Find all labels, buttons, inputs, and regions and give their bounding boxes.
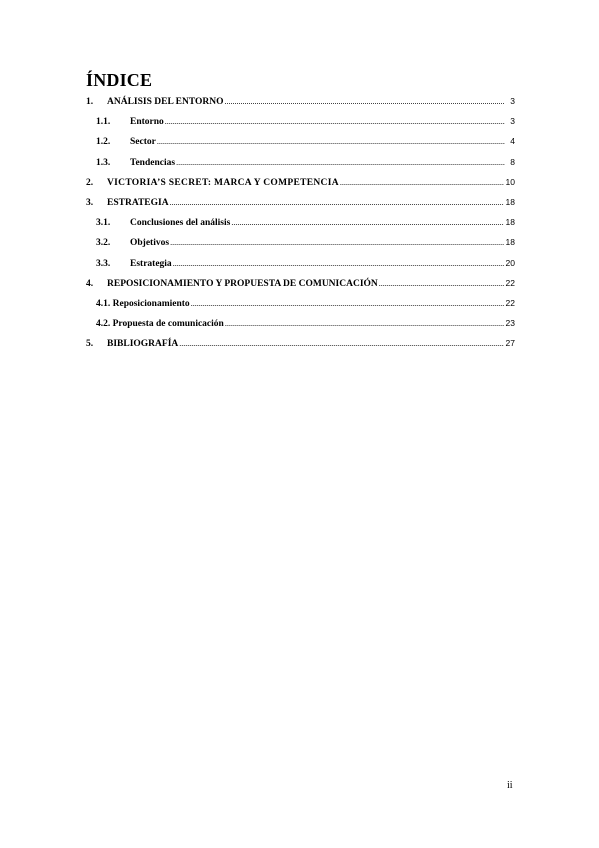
- toc-entry-page: 3: [510, 96, 515, 106]
- toc-entry-page: 10: [505, 177, 515, 187]
- toc-dot-leader: [225, 319, 504, 328]
- toc-dot-leader: [179, 339, 503, 348]
- toc-entry-label: Estrategia: [130, 259, 172, 269]
- toc-entry-1[interactable]: [86, 96, 515, 110]
- toc-entry-3-2[interactable]: [86, 237, 515, 251]
- toc-entry-3[interactable]: [86, 197, 515, 211]
- toc-entry-page: 18: [505, 237, 515, 247]
- toc-entry-label: Objetivos: [130, 238, 170, 248]
- toc-entry-3-3[interactable]: [86, 258, 515, 272]
- toc-entry-page: 22: [505, 298, 515, 308]
- toc-entry-3-1[interactable]: [86, 217, 515, 231]
- toc-entry-label: Tendencias: [130, 158, 176, 168]
- toc-entry-number: 1.1.: [96, 117, 111, 127]
- toc-entry-1-2[interactable]: [86, 136, 515, 150]
- toc-entry-4-2[interactable]: [86, 318, 515, 332]
- toc-entry-number: 5.: [86, 339, 94, 349]
- page-title: ÍNDICE: [86, 70, 153, 90]
- toc-dot-leader: [173, 259, 504, 268]
- toc-entry-label: 4.1. Reposicionamiento: [96, 299, 190, 309]
- toc-entry-2[interactable]: [86, 177, 515, 191]
- toc-dot-leader: [231, 218, 503, 227]
- toc-entry-number: 3.2.: [96, 238, 111, 248]
- toc-entry-page: 8: [510, 157, 515, 167]
- toc-entry-1-3[interactable]: [86, 157, 515, 171]
- toc-entry-label: REPOSICIONAMIENTO Y PROPUESTA DE COMUNICACIÓN: [107, 279, 378, 289]
- toc-entry-page: 22: [505, 278, 515, 288]
- toc-entry-label: Conclusiones del análisis: [130, 218, 231, 228]
- toc-entry-number: 3.3.: [96, 259, 111, 269]
- toc-entry-number: 1.3.: [96, 158, 111, 168]
- toc-entry-page: 23: [505, 318, 515, 328]
- toc-entry-label: ANÁLISIS DEL ENTORNO: [107, 97, 224, 107]
- toc-dot-leader: [191, 299, 504, 308]
- toc-entry-number: 1.: [86, 97, 94, 107]
- toc-entry-page: 3: [510, 116, 515, 126]
- toc-dot-leader: [340, 178, 504, 187]
- toc-entry-number: 3.1.: [96, 218, 111, 228]
- toc-dot-leader: [176, 158, 505, 167]
- toc-entry-5[interactable]: [86, 338, 515, 352]
- toc-entry-1-1[interactable]: [86, 116, 515, 130]
- toc-dot-leader: [157, 137, 505, 146]
- toc-entry-page: 20: [505, 258, 515, 268]
- toc-entry-label: VICTORIA’S SECRET: MARCA Y COMPETENCIA: [107, 178, 339, 188]
- toc-entry-page: 4: [510, 136, 515, 146]
- toc-dot-leader: [225, 97, 505, 106]
- toc-entry-page: 27: [505, 338, 515, 348]
- toc-dot-leader: [170, 198, 504, 207]
- toc-dot-leader: [170, 238, 503, 247]
- toc-entry-label: Sector: [130, 137, 156, 147]
- toc-entry-4[interactable]: [86, 278, 515, 292]
- toc-dot-leader: [165, 117, 505, 126]
- toc-entry-number: 1.2.: [96, 137, 111, 147]
- toc-entry-number: 4.: [86, 279, 94, 289]
- page-number: ii: [507, 780, 513, 791]
- toc-entry-number: 2.: [86, 178, 94, 188]
- toc-entry-page: 18: [505, 197, 515, 207]
- toc-entry-page: 18: [505, 217, 515, 227]
- toc-entry-number: 3.: [86, 198, 94, 208]
- toc-entry-label: ESTRATEGIA: [107, 198, 169, 208]
- toc-entry-label: BIBLIOGRAFÍA: [107, 339, 179, 349]
- toc-entry-label: Entorno: [130, 117, 164, 127]
- toc-entry-label: 4.2. Propuesta de comunicación: [96, 319, 224, 329]
- toc-entry-4-1[interactable]: [86, 298, 515, 312]
- toc-dot-leader: [379, 279, 504, 288]
